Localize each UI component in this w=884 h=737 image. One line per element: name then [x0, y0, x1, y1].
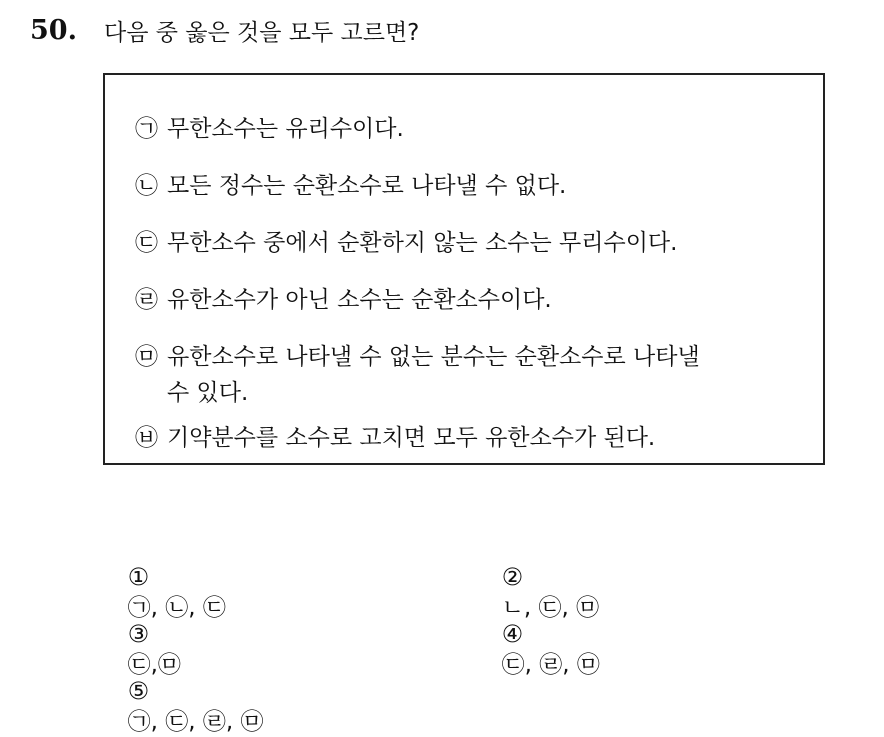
choice-number: ① — [127, 563, 150, 591]
choice-number: ⑤ — [127, 677, 150, 705]
statement-marker: ㉢ — [135, 230, 158, 256]
statement-item — [135, 168, 785, 204]
statement-box — [103, 73, 825, 465]
choice-text: ㄴ, ㉢, ㉤ — [501, 595, 600, 621]
choice-number: ③ — [127, 620, 150, 648]
statement-text: 모든 정수는 순환소수로 나타낼 수 없다. — [167, 173, 567, 199]
statement-marker: ㉡ — [135, 173, 158, 199]
choice-text: ㉠, ㉡, ㉢ — [127, 595, 226, 621]
statement-marker: ㉣ — [135, 287, 158, 313]
question-header — [30, 12, 419, 48]
statement-marker: ㉤ — [135, 344, 158, 370]
statement-item — [135, 282, 785, 318]
answer-choice-5[interactable] — [113, 646, 264, 737]
statement-text: 유한소수가 아닌 소수는 순환소수이다. — [167, 287, 552, 313]
statement-text: 유한소수로 나타낼 수 없는 분수는 순환소수로 나타낼 수 있다. — [167, 344, 700, 406]
statement-marker: ㉠ — [135, 116, 158, 142]
statement-item — [135, 225, 785, 261]
statement-text: 무한소수는 유리수이다. — [167, 116, 404, 142]
choice-text: ㉢,㉤ — [127, 652, 181, 678]
statement-text: 기약분수를 소수로 고치면 모두 유한소수가 된다. — [167, 425, 656, 451]
statement-item — [135, 339, 785, 411]
statement-item — [135, 111, 785, 147]
question-prompt: 다음 중 옳은 것을 모두 고르면? — [104, 19, 420, 46]
choice-text: ㉢, ㉣, ㉤ — [501, 652, 600, 678]
question-number: 50. — [30, 14, 77, 46]
choice-number: ② — [501, 563, 524, 591]
statement-text: 무한소수 중에서 순환하지 않는 소수는 무리수이다. — [167, 230, 678, 256]
answer-choice-4[interactable] — [487, 589, 600, 680]
choice-number: ④ — [501, 620, 524, 648]
statement-marker: ㉥ — [135, 425, 158, 451]
statement-item — [135, 420, 785, 456]
choice-text: ㉠, ㉢, ㉣, ㉤ — [127, 709, 264, 735]
